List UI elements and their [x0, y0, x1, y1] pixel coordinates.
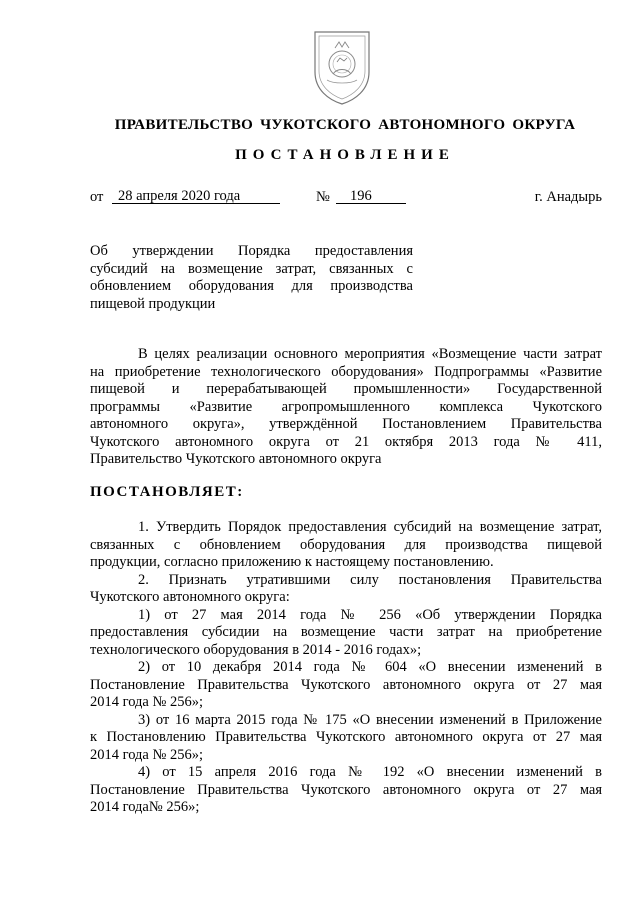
resolution-item: 4) от 15 апреля 2016 года № 192 «О внесении изменений в Постановление Правительства Чукотского автономного округа от 27 мая 2014 года№ 256»; [90, 764, 602, 815]
document-date: 28 апреля 2020 года [112, 189, 280, 204]
number-sign: № [316, 189, 330, 205]
subject-line: субсидий на возмещение затрат, связанных с [90, 260, 413, 277]
document-meta-row [90, 189, 602, 211]
document-subject [90, 243, 413, 313]
document-number: 196 [336, 189, 406, 204]
document-place: г. Анадырь [534, 189, 602, 205]
document-type-title: ПОСТАНОВЛЕНИЕ [235, 147, 455, 163]
preamble-line: В целях реализации основного мероприятия «Возмещение части затрат [138, 346, 602, 362]
resolution-item: 1) от 27 мая 2014 года № 256 «Об утверждении Порядка предоставления субсидии на возмещение части затрат на приобретение технологического оборудования в 2014 - 2016 годах»; [90, 606, 602, 658]
subject-line: обновлением оборудования для производства [90, 278, 413, 294]
date-prefix: от [90, 189, 104, 205]
government-title: ПРАВИТЕЛЬСТВО ЧУКОТСКОГО АВТОНОМНОГО ОКРУГА [114, 117, 576, 133]
subject-line: пищевой продукции [90, 295, 216, 312]
subject-line: Об утверждении Порядка предоставления [90, 243, 413, 259]
preamble-line: пищевой и перерабатывающей промышленности» Государственной [90, 381, 602, 397]
resolution-item: 2) от 10 декабря 2014 года № 604 «О внесении изменений в Постановление Правительства Чукотского автономного округа от 27 мая 2014 года № 256»; [90, 659, 602, 710]
chukotka-coat-of-arms-icon [309, 28, 375, 106]
preamble-line: программы «Развитие агропромышленного комплекса Чукотского [90, 398, 602, 415]
resolution-item: 1. Утвердить Порядок предоставления субсидий на возмещение затрат, связанных с обновлением оборудования для производства пищевой продукции, согласно приложению к настоящему постановлению. [90, 519, 602, 570]
preamble-line: автономного округа», утверждённой Постановлением Правительства [90, 416, 602, 432]
preamble [90, 346, 602, 469]
resolution-item: 2. Признать утратившими силу постановления Правительства Чукотского автономного округа: [90, 571, 602, 605]
preamble-line: Правительство Чукотского автономного округа [90, 451, 382, 467]
resolution-item: 3) от 16 марта 2015 года № 175 «О внесении изменений в Приложение к Постановлению Правительства Чукотского автономного округа от 27 мая 2014 года № 256»; [90, 711, 602, 763]
preamble-line: на приобретение технологического оборудования» Подпрограммы «Развитие [90, 363, 602, 380]
preamble-line: Чукотского автономного округа от 21 октября 2013 года № 411, [90, 433, 602, 450]
resolves-heading: ПОСТАНОВЛЯЕТ: [90, 484, 244, 500]
resolution-items [90, 519, 602, 817]
